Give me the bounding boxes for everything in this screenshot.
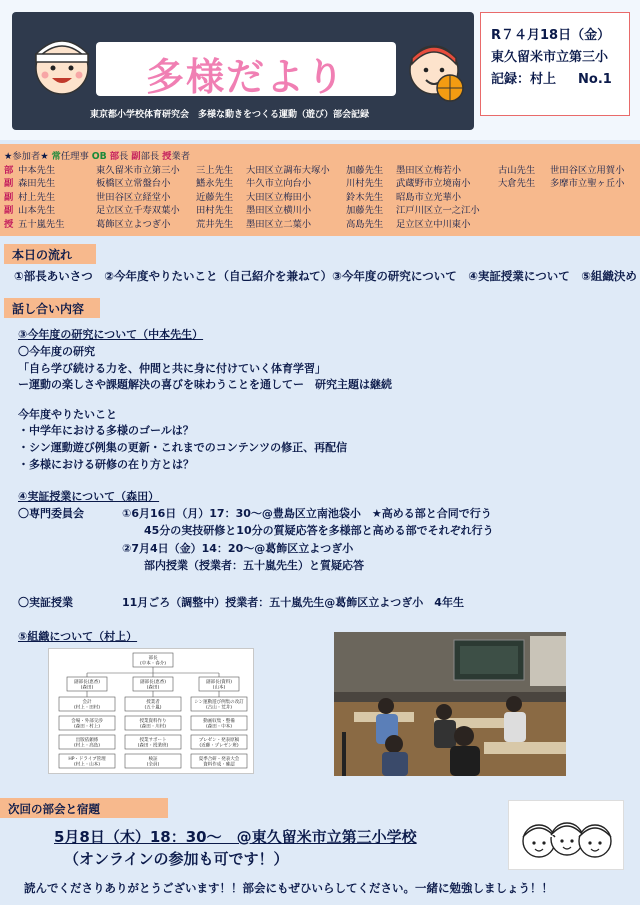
title-plate	[96, 42, 396, 99]
committee-item-detail: 45分の実技研修と10分の質疑応答を多様部と高める部でそれぞれ行う	[144, 524, 494, 537]
legend-item: 授	[162, 151, 172, 162]
record-info-box	[480, 12, 630, 116]
participant-name: 田村先生	[196, 205, 234, 217]
svg-text:(森田・中本): (森田・中本)	[205, 724, 233, 730]
research-subtheme: ー運動の楽しさや課題解決の喜びを味わうことを通してー 研究主題は継続	[18, 378, 392, 391]
research-heading: ③今年度の研究について（中本先生）	[18, 328, 204, 341]
org-role-box	[59, 754, 115, 768]
org-role-box	[125, 697, 181, 711]
svg-text:授業資料作り: 授業資料作り	[139, 719, 167, 724]
record-number: No.1	[578, 72, 612, 87]
participant-name: 三上先生	[196, 165, 234, 176]
goals-heading: 今年度やりたいこと	[18, 408, 117, 421]
svg-text:(全員): (全員)	[146, 762, 160, 768]
svg-text:(五十嵐): (五十嵐)	[144, 705, 162, 711]
svg-text:HP・ドライブ管理: HP・ドライブ管理	[68, 757, 106, 762]
participant-school: 世田谷区立経堂小	[96, 191, 171, 203]
participant-name: 古山先生	[498, 165, 536, 176]
org-top-box	[133, 653, 173, 667]
org-role-box	[59, 716, 115, 730]
meeting-photo	[334, 632, 566, 776]
goal-item: ・多様における研修の在り方とは？	[18, 458, 194, 471]
svg-text:副部長(資料): 副部長(資料)	[205, 680, 233, 685]
svg-text:授業者: 授業者	[146, 700, 160, 705]
legend-item: 部	[109, 151, 119, 162]
svg-text:(森田・授業班): (森田・授業班)	[137, 743, 169, 749]
committee-item: ②7月4日（金）14：20〜@葛飾区立よつぎ小	[122, 542, 354, 555]
org-role-box	[191, 716, 247, 730]
participant-school: 武蔵野市立境南小	[396, 178, 471, 190]
org-chart-svg	[49, 649, 255, 775]
org-role-box	[59, 735, 115, 749]
participant-name: 高島先生	[346, 218, 384, 230]
participant-school: 足立区立中川東小	[396, 218, 471, 230]
legend-item: 部長	[140, 151, 160, 162]
legend-item: 任理事	[60, 151, 89, 162]
legend-item: 長	[119, 151, 129, 162]
students-illustration	[508, 800, 624, 870]
online-note: （オンラインの参加も可です！）	[64, 850, 289, 868]
participant-school: 大田区立梅田小	[246, 191, 312, 203]
participant-school: 世田谷区立用賀小	[550, 165, 625, 176]
research-theme: 「自ら学び続ける力を、仲間と共に身に付けていく体育学習」	[18, 362, 326, 375]
meeting-date: R７４月18日（金）	[491, 28, 611, 43]
svg-text:プレゼン・発表原稿: プレゼン・発表原稿	[198, 738, 240, 743]
participant-role: 副	[4, 191, 14, 203]
participant-name: 近藤先生	[196, 191, 234, 203]
org-deputy-box	[199, 677, 239, 691]
participants-legend	[4, 148, 190, 162]
svg-text:(森田・村上): (森田・村上)	[73, 724, 101, 730]
svg-text:副部長(恵香): 副部長(恵香)	[73, 680, 101, 685]
org-role-box	[125, 754, 181, 768]
record-line	[491, 69, 629, 91]
org-heading: ⑤組織について（村上）	[18, 630, 138, 643]
student-face-icon	[26, 30, 98, 102]
committee-label: 〇専門委員会	[18, 507, 84, 520]
svg-text:出版依頼係: 出版依頼係	[75, 738, 99, 743]
committee-item: ①6月16日（月）17：30〜@豊島区立南池袋小 ★高める部と合同で行う	[122, 507, 492, 520]
participant-name: 加藤先生	[346, 165, 384, 176]
goal-item: ・中学年における多様のゴールは？	[18, 424, 194, 437]
legend-item: OB	[91, 151, 107, 162]
classroom-photo-icon	[334, 632, 566, 776]
participant-school: 牛久市立向台小	[246, 178, 312, 190]
org-role-box	[125, 735, 181, 749]
student-with-ball-icon	[404, 36, 468, 104]
participant-name: 大倉先生	[498, 178, 536, 190]
participant-school: 墨田区立横川小	[246, 205, 312, 217]
org-role-box	[191, 754, 247, 768]
participant-school: 大田区立調布大塚小	[246, 165, 330, 176]
svg-text:(古山・荒井): (古山・荒井)	[205, 705, 233, 711]
participant-name: 山本先生	[18, 205, 56, 217]
participant-name: 鰭永先生	[196, 178, 234, 190]
svg-text:会場・外部交渉: 会場・外部交渉	[71, 719, 103, 724]
participant-school: 東久留米市立第三小	[96, 165, 180, 176]
agenda-text: ①部長あいさつ ②今年度やりたいこと（自己紹介を兼ねて）③今年度の研究について ④実証授業について ⑤組織決め	[14, 269, 637, 283]
org-role-box	[191, 697, 247, 711]
closing-message: 読んでくださりありがとうございます！！部会にもぜひいらしてください。一緒に勉強しましょう！！	[24, 881, 553, 895]
next-meeting-label: 次回の部会と宿題	[0, 798, 168, 818]
lesson-heading: ④実証授業について（森田）	[18, 490, 160, 503]
participant-name: 川村先生	[346, 178, 384, 190]
svg-text:部長: 部長	[148, 656, 158, 661]
three-students-icon	[509, 801, 625, 871]
svg-text:副部長(恵香): 副部長(恵香)	[139, 680, 167, 685]
participant-role: 副	[4, 178, 14, 190]
legend-item: 副	[131, 151, 141, 162]
org-role-box	[191, 735, 247, 749]
participant-school: 多摩市立聖ヶ丘小	[550, 178, 625, 190]
svg-text:(村上・山本): (村上・山本)	[73, 762, 101, 768]
title-banner	[12, 12, 474, 130]
participant-name: 村上先生	[18, 191, 56, 203]
svg-text:(山本): (山本)	[212, 685, 226, 691]
participant-name: 五十嵐先生	[18, 218, 65, 230]
demo-lesson-text: 11月ごろ（調整中）授業者：五十嵐先生@葛飾区立よつぎ小 4年生	[122, 596, 464, 609]
participant-school: 葛飾区立よつぎ小	[96, 218, 171, 230]
participant-name: 加藤先生	[346, 205, 384, 217]
school-name: 東久留米市立第三小	[491, 50, 609, 65]
svg-text:(中本・春介): (中本・春介)	[139, 661, 167, 667]
svg-text:授業サポート: 授業サポート	[139, 738, 167, 743]
svg-text:(森田): (森田)	[146, 685, 160, 691]
next-meeting-date: 5月8日（木）18：30〜 @東久留米市立第三小学校	[54, 828, 417, 846]
svg-text:資料作成・確認: 資料作成・確認	[203, 762, 235, 768]
demo-lesson-label: 〇実証授業	[18, 596, 73, 609]
discussion-section-label: 話し合い内容	[4, 298, 100, 318]
svg-text:(近藤・プレゼン班): (近藤・プレゼン班)	[199, 743, 239, 749]
participant-role: 授	[4, 218, 14, 230]
org-deputy-box	[67, 677, 107, 691]
svg-text:検証: 検証	[148, 757, 158, 762]
legend-item: 常	[51, 151, 61, 162]
page-subtitle: 東京都小学校体育研究会 多様な動きをつくる運動（遊び）部会記録	[90, 110, 370, 120]
participant-name: 荒井先生	[196, 218, 234, 230]
committee-item-detail: 部内授業（授業者：五十嵐先生）と質疑応答	[144, 559, 364, 572]
legend-item: 業者	[171, 151, 191, 162]
participant-school: 板橋区立常盤台小	[96, 178, 171, 190]
participant-role: 副	[4, 205, 14, 217]
page-title: 多様だより	[145, 55, 346, 99]
org-role-box	[59, 697, 115, 711]
research-subheading: 〇今年度の研究	[18, 345, 95, 358]
participant-name: 森田先生	[18, 178, 56, 190]
participant-school: 墨田区立梅若小	[396, 165, 462, 176]
participants-panel	[0, 144, 640, 236]
org-role-box	[125, 716, 181, 730]
participant-school: 足立区立千寿双葉小	[96, 205, 180, 217]
svg-text:動画収集・整備: 動画収集・整備	[203, 719, 235, 724]
svg-text:(森田・川村): (森田・川村)	[139, 724, 167, 730]
org-chart	[48, 648, 254, 774]
svg-text:シン運動遊び例集の改訂: シン運動遊び例集の改訂	[194, 700, 244, 705]
participant-name: 鈴木先生	[346, 191, 384, 203]
goal-item: ・シン運動遊び例集の更新・これまでのコンテンツの修正、再配信	[18, 441, 348, 454]
record-author: 記録：村上	[491, 72, 557, 87]
header	[0, 0, 640, 140]
svg-text:(森田): (森田)	[80, 685, 94, 691]
participant-school: 江戸川区立一之江小	[396, 205, 480, 217]
participant-role: 部	[4, 165, 14, 176]
participant-school: 昭島市立光華小	[396, 191, 462, 203]
flow-section-label: 本日の流れ	[4, 244, 96, 264]
legend-item: ★参加者★	[4, 151, 49, 162]
org-deputy-box	[133, 677, 173, 691]
svg-text:(村上・田村): (村上・田村)	[73, 705, 101, 711]
svg-text:夏季合研・発表大会: 夏季合研・発表大会	[198, 757, 240, 762]
svg-text:会計: 会計	[82, 700, 92, 705]
svg-text:(村上・高島): (村上・高島)	[73, 743, 101, 749]
participant-name: 中本先生	[18, 165, 56, 176]
participant-school: 墨田区立二葉小	[246, 218, 312, 230]
